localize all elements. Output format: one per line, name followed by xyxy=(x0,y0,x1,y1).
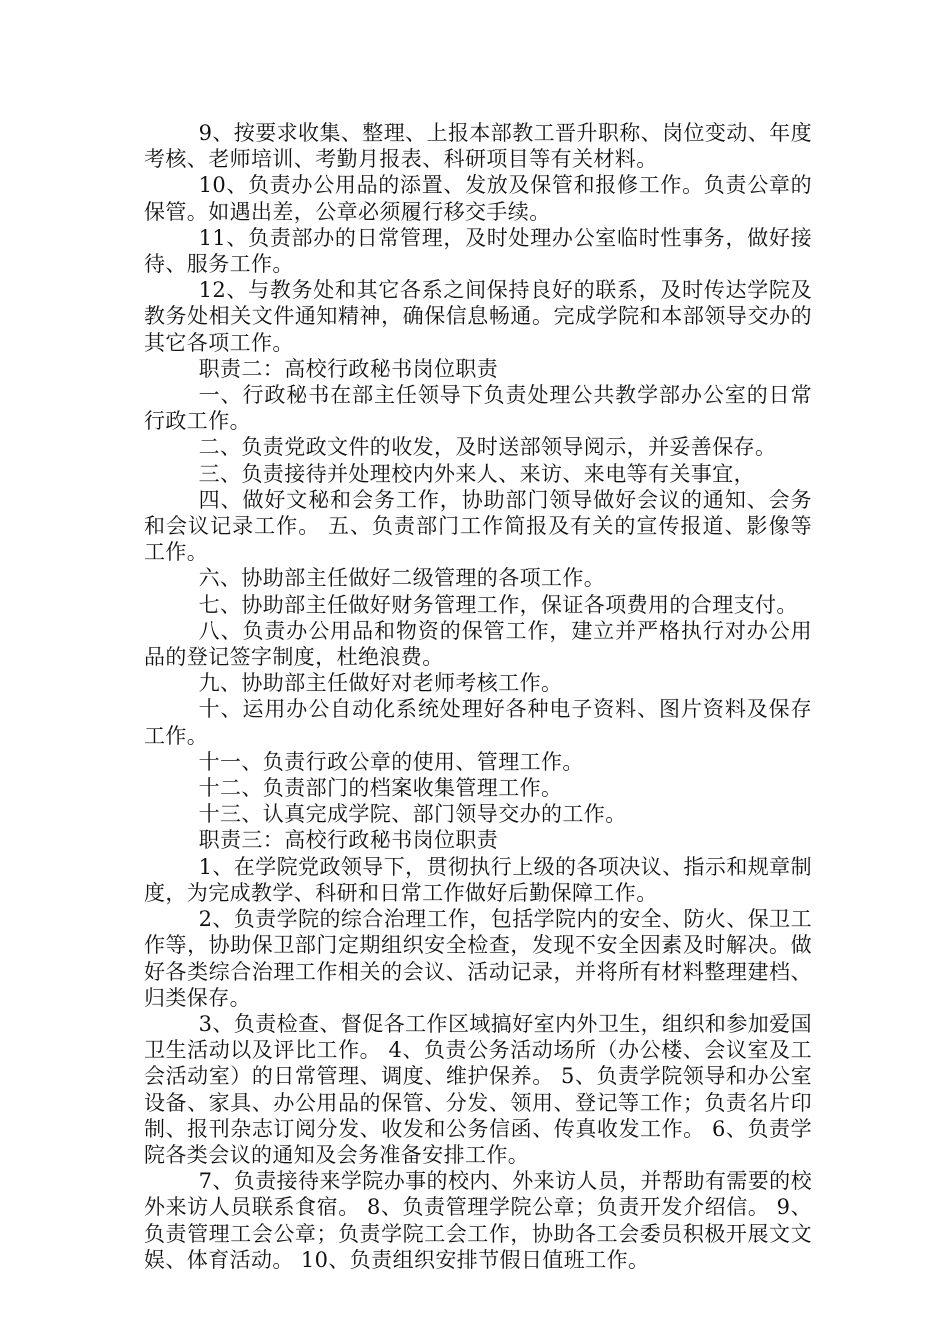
paragraph-item-10: 10、负责办公用品的添置、发放及保管和报修工作。负责公章的保管。如遇出差，公章必须履行移交手续。 xyxy=(144,173,812,224)
paragraph-duty2-9: 九、协助部主任做好对老师考核工作。 xyxy=(198,671,563,696)
document-page xyxy=(144,120,812,1273)
paragraph-duty2-2: 二、负责党政文件的收发，及时送部领导阅示，并妥善保存。 xyxy=(198,435,777,460)
paragraph-item-12: 12、与教务处和其它各系之间保持良好的联系，及时传达学院及教务处相关文件通知精神，确保信息畅通。完成学院和本部领导交办的其它各项工作。 xyxy=(144,278,812,355)
paragraph-duty2-3: 三、负责接待并处理校内外来人、来访、来电等有关事宜， xyxy=(198,461,755,486)
paragraph-duty3-3-6: 3、负责检查、督促各工作区域搞好室内外卫生，组织和参加爱国卫生活动以及评比工作。 4、负责公务活动场所（办公楼、会议室及工会活动室）的日常管理、调度、维护保养。 5、负责学院领导和办公室设备、家具、办公用品的保管、分发、领用、登记等工作；负责名片印制、报刊杂志订阅分发、收发和公务信函、传真收发工作。 6、负责学院各类会议的通知及会务准备安排工作。 xyxy=(144,1011,812,1167)
section-heading-duty-2: 职责二：高校行政秘书岗位职责 xyxy=(198,356,499,381)
paragraph-duty2-1: 一、行政秘书在部主任领导下负责处理公共教学部办公室的日常行政工作。 xyxy=(144,383,812,434)
paragraph-duty2-13: 十三、认真完成学院、部门领导交办的工作。 xyxy=(198,802,627,827)
paragraph-item-11: 11、负责部办的日常管理，及时处理办公室临时性事务，做好接待、服务工作。 xyxy=(144,225,812,277)
paragraph-duty3-1: 1、在学院党政领导下，贯彻执行上级的各项决议、指示和规章制度，为完成教学、科研和日常工作做好后勤保障工作。 xyxy=(144,854,812,905)
paragraph-duty2-6: 六、协助部主任做好二级管理的各项工作。 xyxy=(198,566,606,591)
paragraph-duty3-7-10: 7、负责接待来学院办事的校内、外来访人员，并帮助有需要的校外来访人员联系食宿。 8、负责管理学院公章；负责开发介绍信。 9、负责管理工会公章；负责学院工会工作，协助各工会委员积极开展文文娱、体育活动。 10、负责组织安排节假日值班工作。 xyxy=(144,1169,812,1272)
paragraph-duty2-11: 十一、负责行政公章的使用、管理工作。 xyxy=(198,749,584,774)
paragraph-duty3-2: 2、负责学院的综合治理工作，包括学院内的安全、防火、保卫工作等，协助保卫部门定期组织安全检查，发现不安全因素及时解决。做好各类综合治理工作相关的会议、活动记录，并将所有材料整理建档、归类保存。 xyxy=(144,907,812,1010)
section-heading-duty-3: 职责三：高校行政秘书岗位职责 xyxy=(198,828,499,853)
paragraph-duty2-8: 八、负责办公用品和物资的保管工作，建立并严格执行对办公用品的登记签字制度，杜绝浪费。 xyxy=(144,618,812,670)
paragraph-duty2-4-5: 四、做好文秘和会务工作，协助部门领导做好会议的通知、会务和会议记录工作。 五、负责部门工作简报及有关的宣传报道、影像等工作。 xyxy=(144,487,812,565)
paragraph-duty2-10: 十、运用办公自动化系统处理好各种电子资料、图片资料及保存工作。 xyxy=(144,697,812,748)
paragraph-duty2-7: 七、协助部主任做好财务管理工作，保证各项费用的合理支付。 xyxy=(198,592,798,617)
paragraph-duty2-12: 十二、负责部门的档案收集管理工作。 xyxy=(198,776,563,801)
paragraph-item-9: 9、按要求收集、整理、上报本部教工晋升职称、岗位变动、年度考核、老师培训、考勤月报表、科研项目等有关材料。 xyxy=(144,121,812,172)
